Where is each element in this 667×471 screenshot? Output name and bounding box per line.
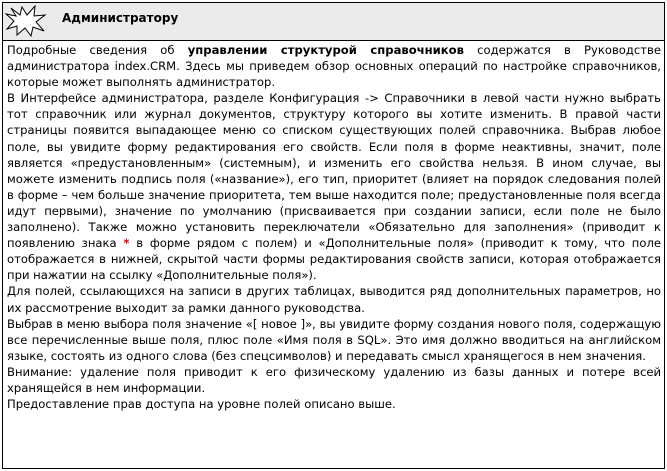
paragraph-reference-fields: Для полей, ссылающихся на записи в других таблицах, выводится ряд дополнительных параметров, но их рассмотрение выходит за рамки данного руководства. — [7, 284, 661, 315]
p1-text-c: содержатся в Руководстве администратора index.CRM. Здесь мы приведем обзор основных операций по настройке справочников, которые может выполнять администратор. — [7, 43, 662, 90]
paragraph-configuration — [7, 90, 661, 283]
p2-text-a: В Интерфейсе администратора, разделе Конфигурация -> Справочники в левой части нужно выбрать тот справочник или журнал документов, структуру которого вы хотите изменить. В правой части страницы появится выпадающее меню со списком существующих полей справочника. Выбрав любое поле, вы увидите форму редактирования его свойств. Если поля в форме неактивны, значит, поле является «предустановленным» (системным), и изменить его свойства нельзя. В ином случае, вы можете изменить подпись поля («название»), его тип, приоритет (влияет на порядок следования полей в форме – чем больше значение приоритета, тем выше находится поле; предустановленные поля всегда идут первыми), значение по умолчанию (присваивается при создании записи, если поле не было заполнено). Также можно установить переключатели «Обязательно для заполнения» (приводит к появлению знака — [7, 91, 661, 251]
paragraph-warning: Внимание: удаление поля приводит к его физическому удалению из базы данных и потере всей хранящейся в нем информации. — [7, 364, 661, 395]
p1-text-a: Подробные сведения об — [7, 43, 188, 57]
paragraph-overview — [7, 42, 661, 90]
note-body — [7, 42, 661, 412]
note-title: Администратору — [62, 11, 179, 25]
p1-emphasis: управлении структурой справочников — [187, 43, 464, 57]
admin-note-box — [2, 2, 665, 469]
starburst-icon — [5, 5, 47, 37]
paragraph-access-rights: Предоставление прав доступа на уровне полей описано выше. — [7, 397, 396, 412]
required-mark: * — [123, 236, 130, 251]
p2-text-b: в форме рядом с полем) и «Дополнительные поля» (приводит к тому, что поле отображается в нижней, скрытой части формы редактирования свойств записи, которая отображается при нажатии на ссылку «Дополнительные поля»). — [7, 236, 661, 283]
note-header — [3, 3, 664, 41]
paragraph-new-field: Выбрав в меню выбора поля значение «[ новое ]», вы увидите форму создания нового поля, содержащую все перечисленные выше поля, плюс поле «Имя поля в SQL». Это имя должно вводиться на английском языке, состоять из одного слова (без спецсимволов) и передавать смысл хранящегося в нем значения. — [7, 316, 661, 363]
